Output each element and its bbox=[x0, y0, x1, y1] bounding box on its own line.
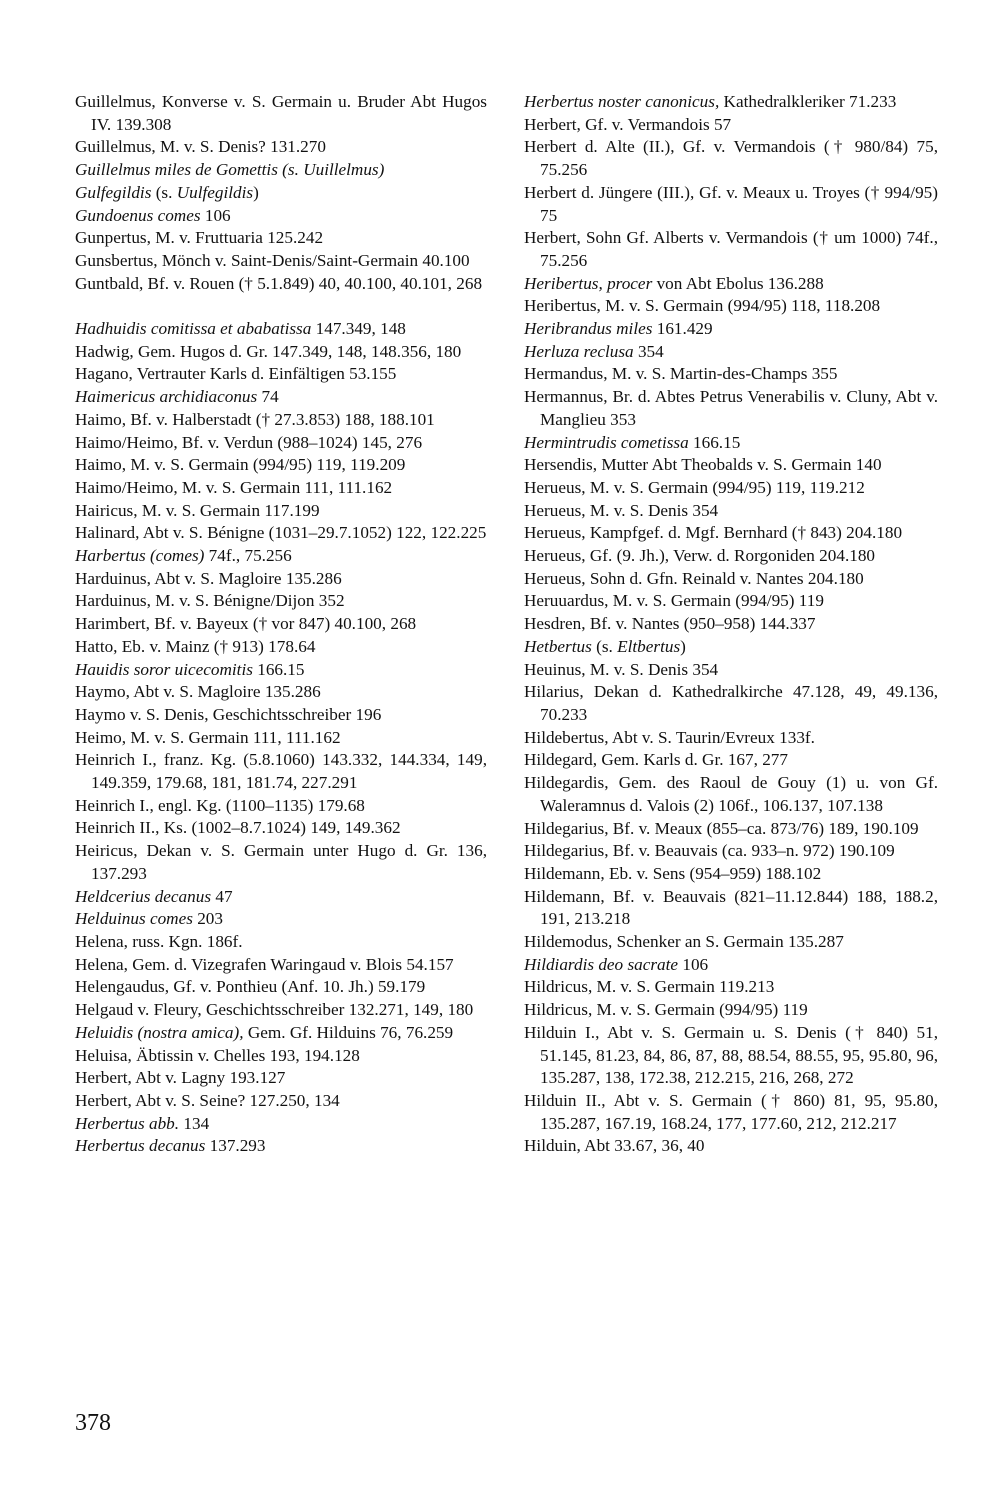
entry-text: Hildegarius, Bf. v. Beauvais (ca. 933–n. 972) 190.109 bbox=[524, 841, 895, 861]
entry-text: Hilduin II., Abt v. S. Germain († 860) 81, 95, 95.80, 135.287, 167.19, 168.24, 177, 177.60, 212, 212.217 bbox=[524, 1090, 938, 1133]
entry-text: Gunpertus, M. v. Fruttuaria 125.242 bbox=[75, 228, 324, 248]
index-entry bbox=[75, 795, 487, 818]
entry-text: Heimo, M. v. S. Germain 111, 111.162 bbox=[75, 727, 341, 747]
index-entry bbox=[75, 318, 487, 341]
entry-text: Hersendis, Mutter Abt Theobalds v. S. Germain 140 bbox=[524, 455, 882, 475]
entry-text: Herbert d. Jüngere (III.), Gf. v. Meaux u. Troyes († 994/95) 75 bbox=[524, 182, 938, 225]
entry-text: Hildemann, Bf. v. Beauvais (821–11.12.844) 188, 188.2, 191, 213.218 bbox=[524, 886, 938, 929]
entry-text: Hatto, Eb. v. Mainz († 913) 178.64 bbox=[75, 636, 316, 656]
entry-text: Hairicus, M. v. S. Germain 117.199 bbox=[75, 500, 320, 520]
entry-text: Herbert, Gf. v. Vermandois 57 bbox=[524, 114, 732, 134]
entry-text: 137.293 bbox=[205, 1136, 266, 1156]
entry-text: 74 bbox=[257, 387, 279, 407]
index-entry bbox=[75, 159, 487, 182]
entry-text: 166.15 bbox=[252, 659, 305, 679]
entry-text: Heinrich I., franz. Kg. (5.8.1060) 143.332, 144.334, 149, 149.359, 179.68, 181, 181.74, 227.291 bbox=[75, 750, 487, 793]
entry-text: Harduinus, Abt v. S. Magloire 135.286 bbox=[75, 568, 342, 588]
entry-text: Hildegarius, Bf. v. Meaux (855–ca. 873/76) 189, 190.109 bbox=[524, 818, 919, 838]
index-entry bbox=[75, 1113, 487, 1136]
index-entry bbox=[75, 454, 487, 477]
index-entry bbox=[75, 931, 487, 954]
index-entry bbox=[75, 1067, 487, 1090]
entry-italic-text: Haimericus archidiaconus bbox=[75, 387, 258, 407]
entry-italic-text: Harbertus (comes) bbox=[75, 546, 205, 566]
entry-text: ) bbox=[680, 636, 686, 656]
entry-text: Helena, russ. Kgn. 186f. bbox=[75, 932, 243, 951]
entry-text: Heruuardus, M. v. S. Germain (994/95) 119 bbox=[524, 591, 824, 611]
entry-text: Hildricus, M. v. S. Germain (994/95) 119 bbox=[524, 1000, 808, 1020]
index-entry bbox=[524, 613, 938, 636]
index-entry bbox=[75, 954, 487, 977]
index-entry bbox=[524, 1090, 938, 1135]
index-entry bbox=[524, 931, 938, 954]
entry-text: Hildebertus, Abt v. S. Taurin/Evreux 133f. bbox=[524, 727, 815, 747]
index-column-right bbox=[524, 91, 938, 1158]
entry-text: 161.429 bbox=[652, 319, 713, 339]
index-entry bbox=[75, 749, 487, 794]
entry-italic-text: Hetbertus bbox=[524, 636, 592, 656]
entry-text: (s. bbox=[151, 182, 177, 202]
index-entry bbox=[524, 954, 938, 977]
entry-text: Hilduin I., Abt v. S. Germain u. S. Denis († 840) 51, 51.145, 81.23, 84, 86, 87, 88, 88.54, 88.55, 95, 95.80, 96, 135.287, 138, 172.38, 212.215, 216, 268, 272 bbox=[524, 1022, 938, 1088]
entry-text: Heluisa, Äbtissin v. Chelles 193, 194.128 bbox=[75, 1045, 360, 1065]
entry-italic-text: Guillelmus miles de Gomettis (s. Uuillelmus) bbox=[75, 160, 385, 180]
entry-text: Herueus, M. v. S. Denis 354 bbox=[524, 500, 719, 520]
entry-italic-text: Heribrandus miles bbox=[524, 319, 653, 339]
entry-text: Hildemann, Eb. v. Sens (954–959) 188.102 bbox=[524, 863, 822, 883]
index-entry bbox=[75, 840, 487, 885]
entry-italic-text: Heldcerius decanus bbox=[75, 886, 212, 906]
entry-text: Helengaudus, Gf. v. Ponthieu (Anf. 10. Jh.) 59.179 bbox=[75, 977, 426, 997]
index-entry bbox=[524, 727, 938, 750]
index-entry bbox=[524, 749, 938, 772]
entry-text: Haimo, M. v. S. Germain (994/95) 119, 119.209 bbox=[75, 455, 406, 475]
entry-text: Haymo, Abt v. S. Magloire 135.286 bbox=[75, 682, 321, 702]
entry-text: Haimo/Heimo, Bf. v. Verdun (988–1024) 145, 276 bbox=[75, 432, 423, 452]
entry-text: (s. bbox=[591, 636, 618, 656]
index-entry bbox=[75, 817, 487, 840]
index-entry bbox=[75, 136, 487, 159]
index-entry bbox=[75, 205, 487, 228]
index-entry bbox=[75, 908, 487, 931]
entry-text: Kathedralkleriker 71.233 bbox=[719, 92, 897, 111]
index-entry bbox=[75, 727, 487, 750]
index-entry bbox=[75, 91, 487, 136]
index-entry bbox=[75, 386, 487, 409]
index-entry bbox=[524, 386, 938, 431]
index-entry bbox=[75, 1022, 487, 1045]
entry-italic-text: Gulfegildis bbox=[75, 182, 152, 202]
entry-text: Heinrich I., engl. Kg. (1100–1135) 179.68 bbox=[75, 795, 365, 815]
index-entry bbox=[524, 681, 938, 726]
index-entry bbox=[524, 454, 938, 477]
index-entry bbox=[75, 568, 487, 591]
index-entry bbox=[524, 545, 938, 568]
entry-text: Hilduin, Abt 33.67, 36, 40 bbox=[524, 1136, 705, 1156]
entry-text: 106 bbox=[200, 205, 231, 225]
index-entry bbox=[524, 636, 938, 659]
index-entry bbox=[75, 636, 487, 659]
index-entry bbox=[75, 1045, 487, 1068]
entry-italic-text: Heribertus, procer bbox=[524, 273, 653, 293]
index-entry bbox=[75, 227, 487, 250]
entry-text: Herueus, Kampfgef. d. Mgf. Bernhard († 843) 204.180 bbox=[524, 523, 903, 543]
entry-italic-text: Hildiardis deo sacrate bbox=[524, 954, 679, 974]
entry-text: Gunsbertus, Mönch v. Saint-Denis/Saint-Germain 40.100 bbox=[75, 250, 470, 270]
index-entry bbox=[75, 250, 487, 273]
index-entry bbox=[75, 182, 487, 205]
index-column-left bbox=[75, 91, 487, 1158]
entry-text: Hildemodus, Schenker an S. Germain 135.287 bbox=[524, 932, 844, 952]
entry-text: Harduinus, M. v. S. Bénigne/Dijon 352 bbox=[75, 591, 345, 611]
index-entry bbox=[75, 1135, 487, 1158]
entry-text: Heiricus, Dekan v. S. Germain unter Hugo d. Gr. 136, 137.293 bbox=[75, 841, 487, 883]
entry-italic-text: Hadhuidis comitissa et ababatissa bbox=[75, 319, 312, 339]
index-entry bbox=[75, 477, 487, 500]
entry-text: Herbert, Abt v. Lagny 193.127 bbox=[75, 1068, 286, 1088]
index-entry bbox=[524, 999, 938, 1022]
entry-text: Hermandus, M. v. S. Martin-des-Champs 355 bbox=[524, 364, 838, 384]
entry-text: Herueus, M. v. S. Germain (994/95) 119, 119.212 bbox=[524, 477, 865, 497]
index-entry bbox=[524, 341, 938, 364]
index-entry bbox=[75, 273, 487, 296]
entry-text: 147.349, 148 bbox=[311, 319, 406, 339]
index-entry bbox=[75, 341, 487, 364]
entry-text: Guntbald, Bf. v. Rouen († 5.1.849) 40, 40.100, 40.101, 268 bbox=[75, 273, 483, 293]
index-entry bbox=[75, 976, 487, 999]
index-entry bbox=[524, 1135, 938, 1158]
index-entry bbox=[75, 659, 487, 682]
index-entry bbox=[524, 136, 938, 181]
entry-text: Herueus, Gf. (9. Jh.), Verw. d. Rorgoniden 204.180 bbox=[524, 546, 876, 566]
index-entry bbox=[524, 295, 938, 318]
index-entry bbox=[75, 590, 487, 613]
index-entry bbox=[524, 772, 938, 817]
entry-italic-text: Herluza reclusa bbox=[524, 341, 634, 361]
page-number: 378 bbox=[75, 1410, 111, 1436]
index-entry bbox=[524, 659, 938, 682]
entry-italic-text: Heluidis (nostra amica), bbox=[75, 1022, 244, 1042]
index-entry bbox=[524, 840, 938, 863]
entry-text: Heuinus, M. v. S. Denis 354 bbox=[524, 659, 719, 679]
index-entry bbox=[524, 522, 938, 545]
index-entry bbox=[524, 114, 938, 137]
entry-text: Herbert, Abt v. S. Seine? 127.250, 134 bbox=[75, 1090, 340, 1110]
index-entry bbox=[524, 1022, 938, 1090]
entry-text: Hadwig, Gem. Hugos d. Gr. 147.349, 148, 148.356, 180 bbox=[75, 341, 462, 361]
entry-text: Hesdren, Bf. v. Nantes (950–958) 144.337 bbox=[524, 614, 816, 634]
entry-text: Hagano, Vertrauter Karls d. Einfältigen 53.155 bbox=[75, 364, 397, 384]
entry-text: Hilarius, Dekan d. Kathedralkirche 47.128, 49, 49.136, 70.233 bbox=[524, 682, 938, 724]
entry-text: Haymo v. S. Denis, Geschichtsschreiber 196 bbox=[75, 704, 382, 724]
entry-text: Guillelmus, M. v. S. Denis? 131.270 bbox=[75, 137, 326, 157]
entry-text: Haimo/Heimo, M. v. S. Germain 111, 111.162 bbox=[75, 477, 393, 497]
entry-text: 47 bbox=[211, 886, 233, 906]
entry-text: Halinard, Abt v. S. Bénigne (1031–29.7.1052) 122, 122.225 bbox=[75, 523, 487, 543]
index-entry bbox=[524, 363, 938, 386]
index-entry bbox=[524, 500, 938, 523]
index-entry bbox=[524, 863, 938, 886]
entry-text: 106 bbox=[678, 954, 709, 974]
index-entry bbox=[75, 409, 487, 432]
entry-italic-text: Hauidis soror uicecomitis bbox=[75, 659, 253, 679]
entry-text: Hildegardis, Gem. des Raoul de Gouy (1) u. von Gf. Waleramnus d. Valois (2) 106f., 106.137, 107.138 bbox=[524, 773, 938, 815]
index-entry bbox=[75, 886, 487, 909]
index-entry bbox=[75, 545, 487, 568]
entry-text: von Abt Ebolus 136.288 bbox=[652, 273, 824, 293]
entry-text: Haimo, Bf. v. Halberstadt († 27.3.853) 188, 188.101 bbox=[75, 409, 435, 429]
entry-text: Helena, Gem. d. Vizegrafen Waringaud v. Blois 54.157 bbox=[75, 954, 454, 974]
entry-text: Gem. Gf. Hilduins 76, 76.259 bbox=[243, 1022, 454, 1042]
index-entry bbox=[524, 91, 938, 114]
entry-italic-text: Herbertus noster canonicus, bbox=[524, 92, 720, 111]
entry-text: ) bbox=[253, 182, 259, 202]
entry-text: Hildricus, M. v. S. Germain 119.213 bbox=[524, 977, 775, 997]
index-entry bbox=[524, 432, 938, 455]
entry-italic-text: Herbertus decanus bbox=[75, 1136, 206, 1156]
index-entry bbox=[75, 681, 487, 704]
index-entry bbox=[75, 432, 487, 455]
index-entry bbox=[524, 477, 938, 500]
index-entry bbox=[524, 886, 938, 931]
index-entry bbox=[524, 227, 938, 272]
index-entry bbox=[75, 500, 487, 523]
index-entry bbox=[524, 818, 938, 841]
entry-text: Herueus, Sohn d. Gfn. Reinald v. Nantes 204.180 bbox=[524, 568, 864, 588]
entry-text: Helgaud v. Fleury, Geschichtsschreiber 132.271, 149, 180 bbox=[75, 1000, 474, 1020]
index-entry bbox=[75, 1090, 487, 1113]
entry-text: 166.15 bbox=[688, 432, 741, 452]
entry-italic-text: Eltbertus bbox=[617, 636, 681, 656]
entry-text: Guillelmus, Konverse v. S. Germain u. Bruder Abt Hugos IV. 139.308 bbox=[75, 92, 487, 134]
index-entry bbox=[75, 522, 487, 545]
entry-italic-text: Gundoenus comes bbox=[75, 205, 201, 225]
index-entry bbox=[75, 999, 487, 1022]
entry-text: 203 bbox=[192, 909, 223, 929]
entry-text: Heinrich II., Ks. (1002–8.7.1024) 149, 149.362 bbox=[75, 818, 401, 838]
entry-text: Herbert d. Alte (II.), Gf. v. Vermandois († 980/84) 75, 75.256 bbox=[524, 137, 938, 180]
entry-text: Heribertus, M. v. S. Germain (994/95) 118, 118.208 bbox=[524, 296, 881, 316]
entry-text: 74f., 75.256 bbox=[204, 546, 292, 566]
index-entry bbox=[524, 590, 938, 613]
entry-italic-text: Hermintrudis cometissa bbox=[524, 432, 689, 452]
index-entry bbox=[75, 613, 487, 636]
entry-text: 134 bbox=[179, 1113, 210, 1133]
index-entry bbox=[524, 976, 938, 999]
index-entry bbox=[524, 568, 938, 591]
index-entry bbox=[524, 182, 938, 227]
entry-text: Hermannus, Br. d. Abtes Petrus Venerabilis v. Cluny, Abt v. Manglieu 353 bbox=[524, 387, 938, 429]
entry-italic-text: Helduinus comes bbox=[75, 909, 193, 929]
entry-text: Harimbert, Bf. v. Bayeux († vor 847) 40.100, 268 bbox=[75, 614, 417, 634]
entry-text: Herbert, Sohn Gf. Alberts v. Vermandois († um 1000) 74f., 75.256 bbox=[524, 228, 938, 270]
index-entry bbox=[75, 363, 487, 386]
entry-italic-text: Herbertus abb. bbox=[75, 1113, 180, 1133]
index-entry bbox=[75, 704, 487, 727]
entry-text: Hildegard, Gem. Karls d. Gr. 167, 277 bbox=[524, 750, 788, 770]
index-entry bbox=[524, 273, 938, 296]
entry-text: 354 bbox=[633, 341, 664, 361]
index-entry bbox=[524, 318, 938, 341]
entry-italic-text: Uulfegildis bbox=[176, 182, 254, 202]
